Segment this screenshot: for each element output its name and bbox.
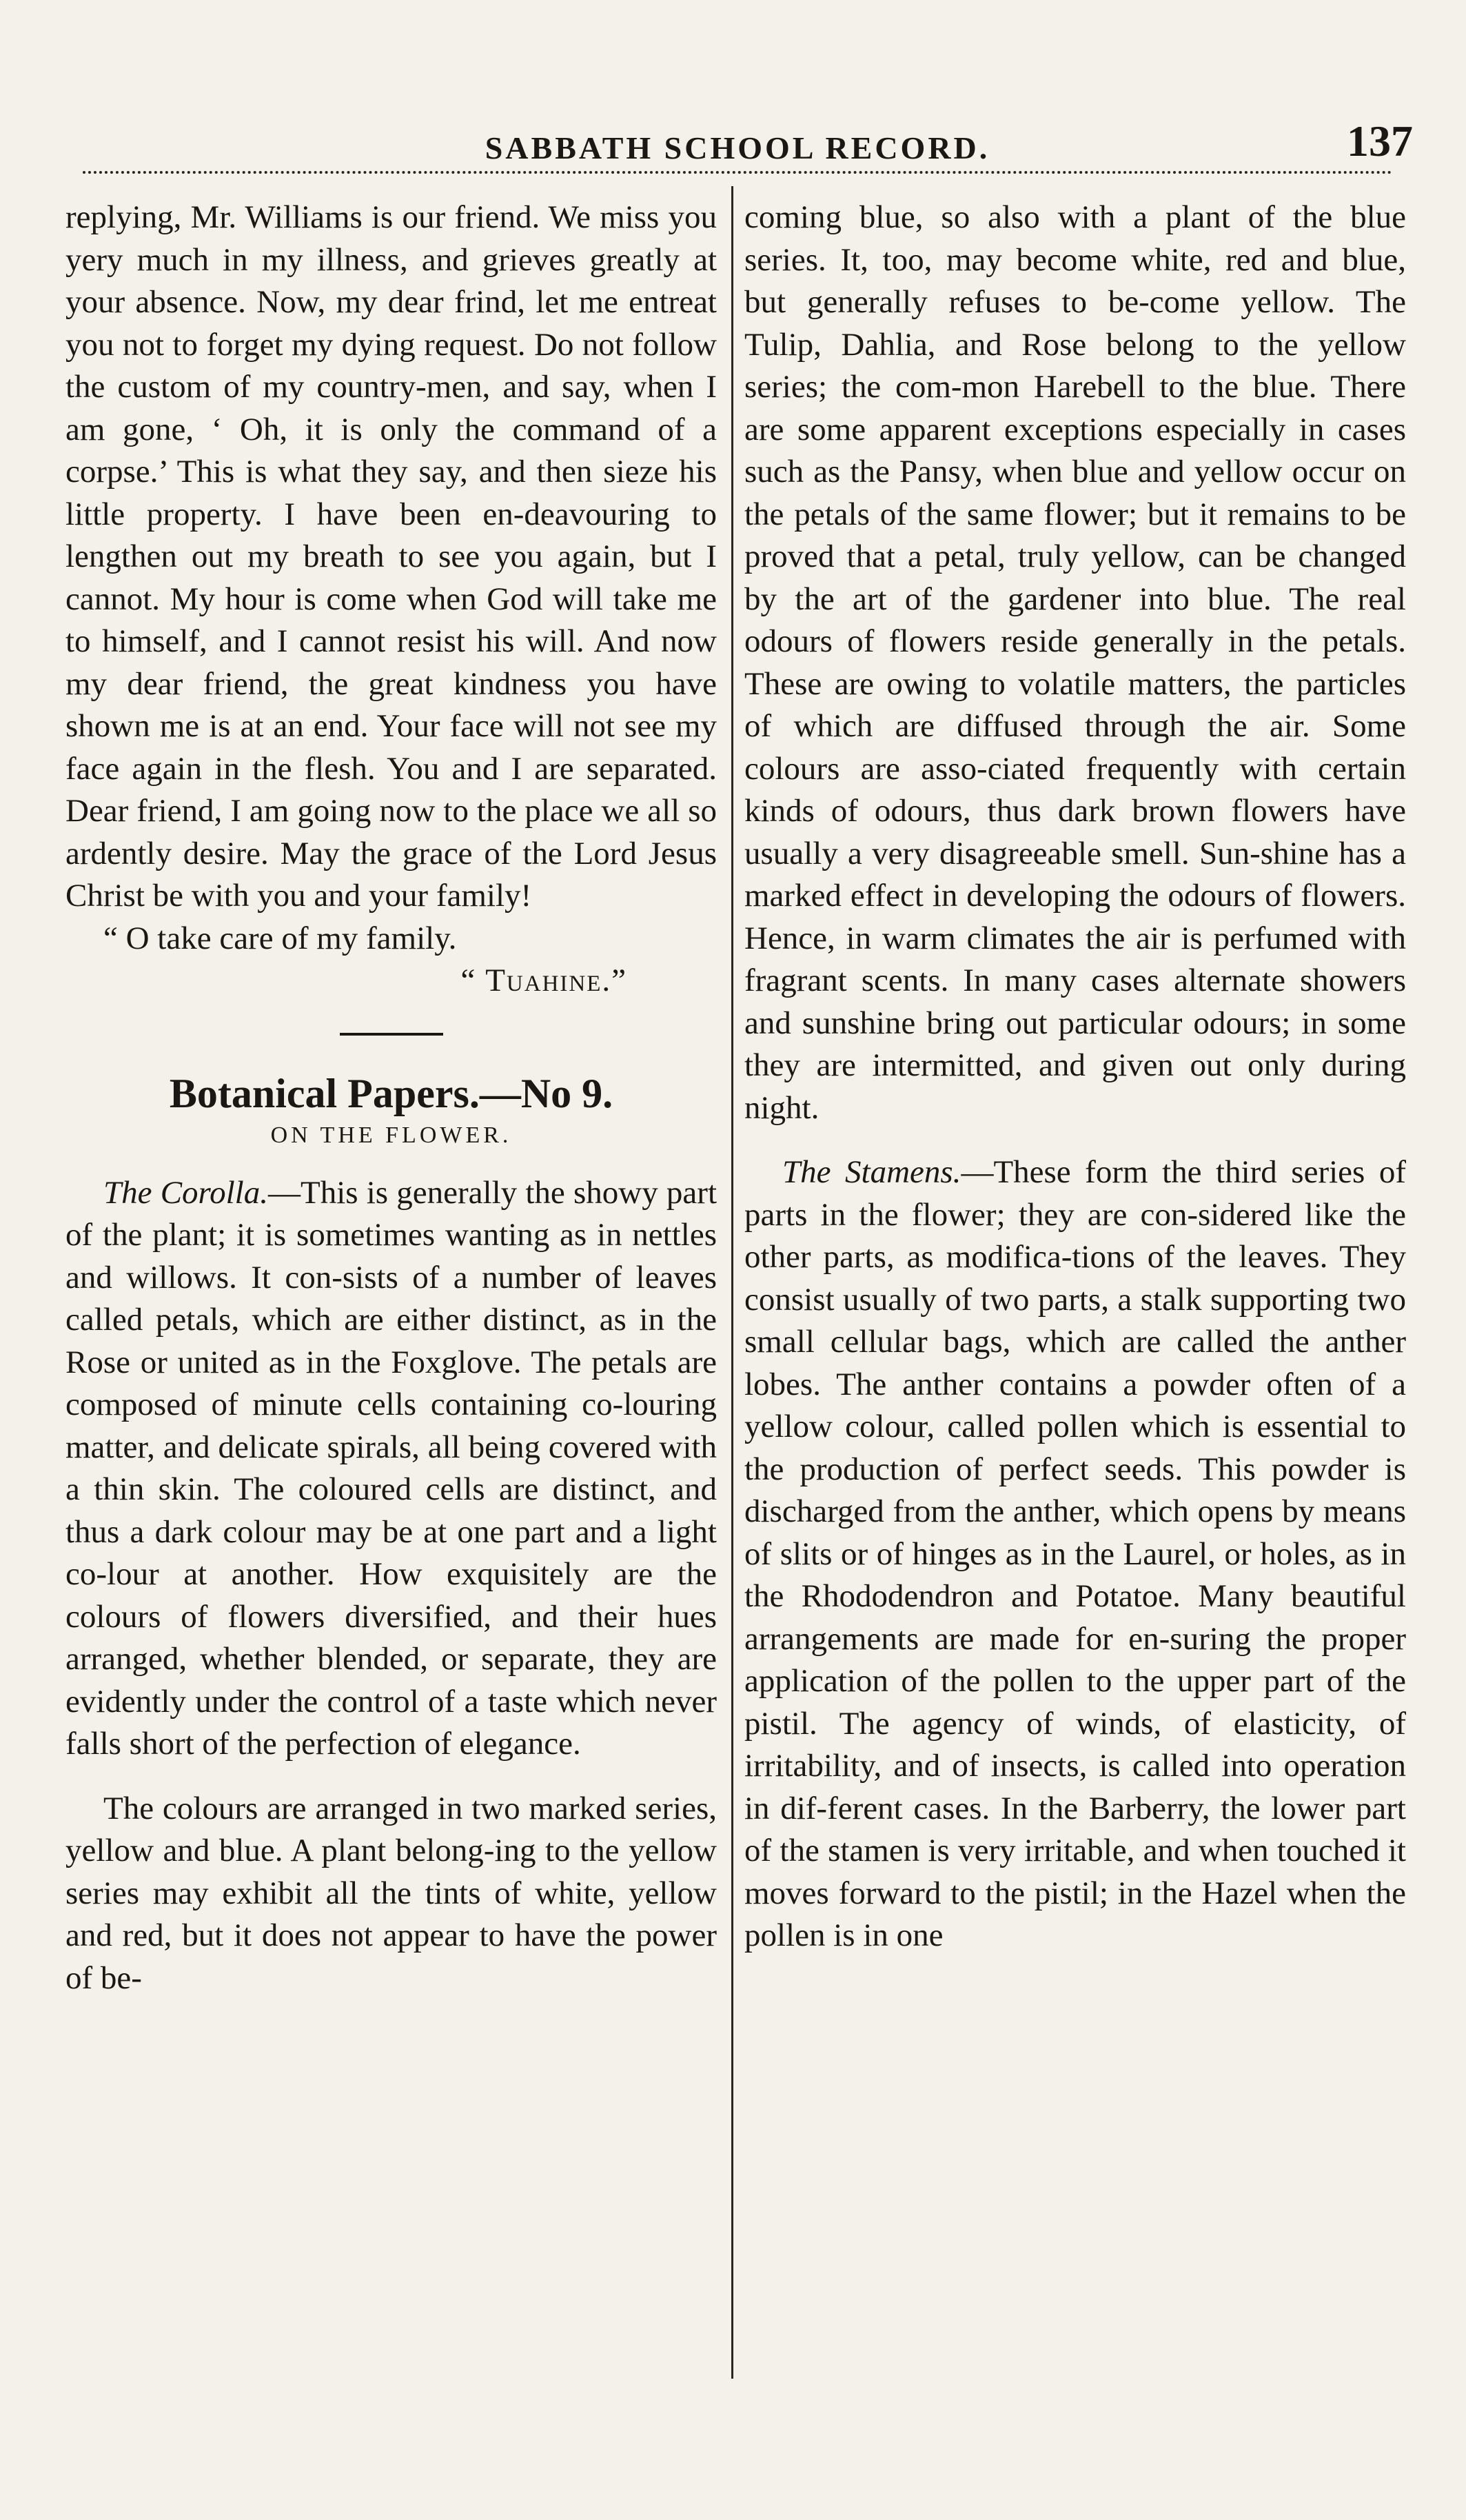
colours-paragraph: The colours are arranged in two marked series, yellow and blue. A plant belong-ing to the yellow series may exhibit all the tints of white, yellow and red, but it does not appear to have the power of be-	[65, 1790, 717, 1996]
letter-signature: “ Tuahine.”	[460, 962, 627, 998]
section-title: Botanical Papers.—No 9.	[169, 1070, 613, 1116]
paragraph-gap	[744, 1129, 1406, 1151]
column-divider	[731, 186, 733, 2379]
stamens-text: —These form the third series of parts in the flower; they are con-sidered like the other parts, as modifica-tions of the leaves. They consist usually of two parts, a stalk supporting two small cellular bags, which are called the anther lobes. The anther contains a powder often of a yellow colour, called pollen which is essential to the production of perfect seeds. This powder is discharged from the anther, which opens by means of slits or of hinges as in the Laurel, or holes, as in the Rhododendron and Potatoe. Many beautiful arrangements are made for en-suring the proper application of the pollen to the upper part of the pistil. The agency of winds, of elasticity, of irritability, and of insects, is called into operation in dif-ferent cases. In the Barberry, the lower part of the stamen is very irritable, and when touched it moves forward to the pistil; in the Hazel when the pollen is in one	[744, 1154, 1407, 1953]
section-separator	[340, 1033, 443, 1036]
letter-paragraph: replying, Mr. Williams is our friend. We miss you yery much in my illness, and grieves greatly at your absence. Now, my dear frind, let me entreat you not to forget my dying request. Do not follow the custom of my country-men, and say, when I am gone, ‘ Oh, it is only the command of a corpse.’ This is what they say, and then sieze his little property. I have been en-deavouring to lengthen out my breath to see you again, but I cannot. My hour is come when God will take me to himself, and I cannot resist his will. And now my dear friend, the great kindness you have shown me is at an end. Your face will not see my face again in the flesh. You and I are separated. Dear friend, I am going now to the place we all so ardently desire. May the grace of the Lord Jesus Christ be with you and your family!	[65, 199, 717, 914]
running-title: SABBATH SCHOOL RECORD.	[485, 130, 990, 165]
letter-closing-line: “ O take care of my family.	[103, 920, 457, 956]
corolla-lead: The Corolla.	[103, 1174, 268, 1211]
page-number: 137	[1347, 117, 1413, 165]
right-column	[744, 196, 1406, 1957]
corolla-text: —This is generally the showy part of the plant; it is sometimes wanting as in nettles and willows. It con-sists of a number of leaves called petals, which are either distinct, as in the Rose or united as in the Foxglove. The petals are composed of minute cells containing co-louring matter, and delicate spirals, all being covered with a thin skin. The coloured cells are distinct, and thus a dark colour may be at one part and a light co-lour at another. How exquisitely are the colours of flowers diversified, and their hues arranged, whether blended, or separate, they are evidently under the control of a taste which never falls short of the perfection of elegance.	[65, 1174, 717, 1762]
left-column	[65, 196, 717, 1999]
paragraph-gap	[65, 1766, 717, 1788]
header-rule	[83, 171, 1392, 174]
corolla-paragraph	[65, 1172, 717, 1766]
stamens-lead: The Stamens.	[782, 1154, 961, 1190]
page-header	[62, 110, 1413, 172]
section-subtitle: ON THE FLOWER.	[270, 1122, 512, 1148]
stamens-paragraph	[744, 1151, 1406, 1957]
continuation-paragraph: coming blue, so also with a plant of the blue series. It, too, may become white, red and blue, but generally refuses to be-come yellow. The Tulip, Dahlia, and Rose belong to the yellow series; the com-mon Harebell to the blue. There are some apparent exceptions especially in cases such as the Pansy, when blue and yellow occur on the petals of the same flower; but it remains to be proved that a petal, truly yellow, can be changed by the art of the gardener into blue. The real odours of flowers reside generally in the petals. These are owing to volatile matters, the particles of which are diffused through the air. Some colours are asso-ciated frequently with certain kinds of odours, thus dark brown flowers have usually a very disagreeable smell. Sun-shine has a marked effect in developing the odours of flowers. Hence, in warm climates the air is perfumed with fragrant scents. In many cases alternate showers and sunshine bring out particular odours; in some they are intermitted, and given out only during night.	[744, 199, 1406, 1126]
